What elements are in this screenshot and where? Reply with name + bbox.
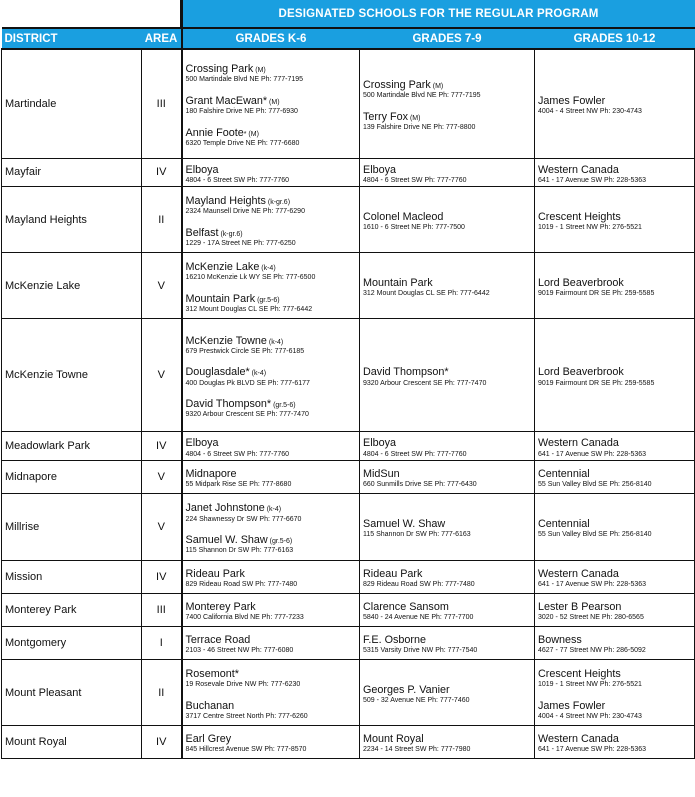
table-row (2, 158, 695, 187)
school-grade-note: (gr.5-6) (255, 296, 280, 304)
school-address: 1019 - 1 Street NW Ph: 276-5521 (538, 224, 642, 232)
area-code: II (142, 187, 182, 253)
school-name: James Fowler (538, 699, 606, 712)
grades-10-12-cell (535, 253, 695, 319)
grades-k6-cell (182, 432, 360, 461)
school-entry (363, 75, 534, 100)
school-address: 139 Falshire Drive NE Ph: 777-8800 (363, 124, 476, 132)
grades-k6-cell (182, 726, 360, 759)
school-name: Rideau Park (363, 568, 423, 581)
school-entry (538, 564, 694, 589)
school-grade-note: (M) (408, 114, 421, 122)
school-address: 845 Hillcrest Avenue SW Ph: 777-8570 (185, 746, 307, 754)
school-name: Buchanan (185, 699, 235, 712)
school-name: Mayland Heights (185, 195, 266, 207)
school-address: 115 Shannon Dr SW Ph: 777-6163 (185, 547, 294, 555)
grades-7-9-cell (360, 253, 535, 319)
school-grade-note: (k-4) (249, 370, 267, 378)
area-code: III (142, 594, 182, 627)
school-entry (538, 160, 694, 185)
school-entry (363, 729, 534, 754)
school-address: 19 Rosevale Drive NW Ph: 777-6230 (185, 681, 301, 689)
school-name: Clarence Sansom (363, 601, 449, 614)
school-entry (186, 630, 360, 655)
school-name: Georges P. Vanier (363, 683, 450, 696)
school-name: Samuel W. Shaw (363, 518, 446, 531)
school-address: 2324 Maunsell Drive NE Ph: 777-6290 (185, 208, 305, 216)
school-entry (186, 664, 360, 689)
school-name: Lester B Pearson (538, 601, 622, 614)
school-address: 500 Martindale Blvd NE Ph: 777-7195 (185, 76, 304, 84)
grades-7-9-cell (360, 561, 535, 594)
school-name: Elboya (185, 437, 219, 450)
grades-k6-cell (182, 461, 360, 494)
school-name: Rosemont* (185, 667, 239, 680)
school-entry (363, 630, 534, 655)
school-name: Rideau Park (185, 568, 245, 581)
school-entry (186, 289, 360, 314)
table-row (2, 627, 695, 660)
school-address: 4004 - 4 Street NW Ph: 230-4743 (538, 108, 642, 116)
grades-10-12-cell (535, 627, 695, 660)
school-address: 4004 - 4 Street NW Ph: 230-4743 (538, 712, 642, 720)
school-entry (186, 223, 360, 248)
school-address: 1610 - 6 Street NE Ph: 777-7500 (363, 224, 465, 232)
school-address: 4804 - 6 Street SW Ph: 777-7760 (185, 450, 290, 458)
school-entry (363, 464, 534, 489)
school-grade-note: (gr.5-6) (267, 538, 293, 546)
school-address: 4627 - 77 Street NW Ph: 286-5092 (538, 647, 646, 655)
school-entry (363, 362, 534, 387)
school-entry (186, 160, 360, 185)
school-entry (538, 514, 694, 539)
school-entry (538, 630, 694, 655)
header-district: DISTRICT (2, 28, 142, 49)
area-code: I (142, 627, 182, 660)
grades-10-12-cell (535, 49, 695, 158)
school-entry (538, 207, 694, 232)
school-entry (186, 729, 360, 754)
school-entry (186, 257, 360, 282)
grades-7-9-cell (360, 627, 535, 660)
school-entry (538, 273, 694, 298)
school-address: 1019 - 1 Street NW Ph: 276-5521 (538, 681, 642, 689)
school-name: Crescent Heights (538, 210, 621, 223)
school-name: Crescent Heights (538, 667, 621, 680)
school-name: McKenzie Lake (185, 261, 260, 273)
school-address: 1229 - 17A Street NE Ph: 777-6250 (185, 240, 296, 248)
school-name: Western Canada (538, 163, 619, 176)
school-address: 641 - 17 Avenue SW Ph: 228-5363 (538, 581, 647, 589)
grades-10-12-cell (535, 494, 695, 561)
school-entry (186, 394, 360, 419)
area-code: III (142, 49, 182, 158)
school-entry (186, 123, 360, 148)
school-name: Lord Beaverbrook (538, 276, 624, 289)
grades-k6-cell (182, 561, 360, 594)
school-address: 500 Martindale Blvd NE Ph: 777-7195 (363, 92, 481, 100)
district-name: McKenzie Lake (2, 253, 142, 319)
table-row (2, 726, 695, 759)
grades-7-9-cell (360, 461, 535, 494)
district-name: Meadowlark Park (2, 432, 142, 461)
grades-k6-cell (182, 660, 360, 726)
grades-7-9-cell (360, 158, 535, 187)
school-entry (186, 498, 360, 523)
district-name: Martindale (2, 49, 142, 158)
school-name: James Fowler (538, 94, 606, 107)
school-grade-note: (M) (430, 82, 444, 90)
school-grade-note: (M) (267, 98, 280, 106)
school-entry (538, 464, 694, 489)
school-address: 9320 Arbour Crescent SE Ph: 777-7470 (185, 411, 309, 419)
school-address: 9019 Fairmount DR SE Ph: 259-5585 (538, 290, 655, 298)
school-name: David Thompson* (363, 366, 449, 379)
school-name: Elboya (363, 437, 397, 450)
school-entry (538, 664, 694, 689)
school-name: Centennial (538, 518, 590, 531)
school-name: Terrace Road (185, 634, 251, 647)
school-entry (363, 207, 534, 232)
grades-7-9-cell (360, 432, 535, 461)
school-name: Annie Foote (185, 126, 244, 139)
school-entry (186, 530, 360, 555)
school-name: Midnapore (185, 468, 237, 481)
table-row (2, 660, 695, 726)
school-name: Western Canada (538, 437, 619, 450)
school-entry (186, 464, 360, 489)
school-name: Terry Fox (363, 110, 408, 123)
table-row (2, 319, 695, 432)
school-entry (363, 433, 534, 458)
area-code: V (142, 319, 182, 432)
school-address: 115 Shannon Dr SW Ph: 777-6163 (363, 531, 471, 539)
school-address: 829 Rideau Road SW Ph: 777-7480 (185, 581, 298, 589)
school-address: 224 Shawnessy Dr SW Ph: 777-6670 (185, 515, 302, 523)
grades-7-9-cell (360, 319, 535, 432)
banner-divider (180, 0, 182, 27)
schools-table (1, 0, 695, 759)
school-name: Douglasdale* (185, 366, 250, 379)
grades-k6-cell (182, 253, 360, 319)
grades-k6-cell (182, 187, 360, 253)
school-address: 641 - 17 Avenue SW Ph: 228-5363 (538, 176, 647, 184)
grades-7-9-cell (360, 49, 535, 158)
school-name: Western Canada (538, 733, 619, 746)
school-entry (186, 331, 360, 356)
school-address: 55 Sun Valley Blvd SE Ph: 256-8140 (538, 481, 652, 489)
grades-7-9-cell (360, 187, 535, 253)
school-name: Crossing Park (185, 63, 254, 76)
school-address: 4804 - 6 Street SW Ph: 777-7760 (363, 450, 467, 458)
area-code: IV (142, 561, 182, 594)
table-row (2, 461, 695, 494)
school-entry (538, 362, 694, 387)
schools-document (1, 0, 694, 759)
grades-k6-cell (182, 627, 360, 660)
schools-table-body (2, 49, 695, 759)
school-name: McKenzie Towne (185, 334, 267, 347)
school-entry (538, 91, 694, 116)
school-name: Lord Beaverbrook (538, 366, 624, 379)
table-row (2, 594, 695, 627)
district-name: Monterey Park (2, 594, 142, 627)
school-address: 5840 - 24 Avenue NE Ph: 777-7700 (363, 614, 474, 622)
school-entry (363, 273, 534, 298)
school-entry (186, 59, 360, 84)
grades-k6-cell (182, 319, 360, 432)
school-address: 641 - 17 Avenue SW Ph: 228-5363 (538, 450, 647, 458)
school-entry (538, 696, 694, 721)
school-name: Grant MacEwan* (185, 94, 268, 107)
school-address: 312 Mount Douglas CL SE Ph: 777-6442 (363, 290, 490, 298)
district-name: Mission (2, 561, 142, 594)
school-name: Mount Royal (363, 733, 424, 746)
school-entry (363, 107, 534, 132)
banner-title: DESIGNATED SCHOOLS FOR THE REGULAR PROGRAM (182, 0, 695, 28)
school-grade-note: (k-gr.6) (265, 199, 291, 206)
school-name: F.E. Osborne (363, 634, 427, 647)
school-address: 4804 - 6 Street SW Ph: 777-7760 (185, 176, 290, 184)
school-address: 641 - 17 Avenue SW Ph: 228-5363 (538, 746, 647, 754)
grades-10-12-cell (535, 594, 695, 627)
area-code: II (142, 660, 182, 726)
school-address: 509 - 32 Avenue NE Ph: 777-7460 (363, 696, 470, 704)
table-row (2, 494, 695, 561)
school-address: 5315 Varsity Drive NW Ph: 777-7540 (363, 647, 478, 655)
table-row (2, 49, 695, 158)
district-name: Mayland Heights (2, 187, 142, 253)
school-name: Colonel Macleod (363, 210, 444, 223)
school-address: 3020 - 52 Street NE Ph: 280-6565 (538, 614, 644, 622)
school-name: Mountain Park (185, 292, 256, 305)
grades-10-12-cell (535, 561, 695, 594)
school-name: Belfast (185, 226, 219, 239)
school-name: Crossing Park (363, 78, 431, 91)
school-address: 180 Falshire Drive NE Ph: 777-6930 (185, 108, 298, 116)
area-code: V (142, 253, 182, 319)
school-name: Mountain Park (363, 276, 433, 289)
school-address: 4804 - 6 Street SW Ph: 777-7760 (363, 176, 467, 184)
school-entry (363, 514, 534, 539)
banner-row (2, 0, 695, 28)
table-row (2, 187, 695, 253)
table-row (2, 432, 695, 461)
grades-k6-cell (182, 494, 360, 561)
school-name: Samuel W. Shaw (185, 534, 268, 547)
school-grade-note: (k-4) (266, 338, 284, 346)
school-address: 16210 McKenzie Lk WY SE Ph: 777-6500 (185, 274, 316, 282)
school-name: Earl Grey (185, 733, 232, 746)
area-code: V (142, 461, 182, 494)
district-name: Montgomery (2, 627, 142, 660)
district-name: Midnapore (2, 461, 142, 494)
school-address: 55 Midpark Rise SE Ph: 777-8680 (185, 481, 292, 489)
district-name: Mount Royal (2, 726, 142, 759)
school-entry (538, 597, 694, 622)
grades-7-9-cell (360, 660, 535, 726)
banner-spacer (2, 0, 182, 28)
school-entry (186, 91, 360, 116)
school-name: Janet Johnstone (185, 502, 265, 515)
grades-7-9-cell (360, 726, 535, 759)
school-entry (363, 160, 534, 185)
area-code: IV (142, 726, 182, 759)
header-grades-7-9: GRADES 7-9 (360, 28, 535, 49)
school-address: 400 Douglas Pk BLVD SE Ph: 777-6177 (185, 379, 310, 387)
school-name: Western Canada (538, 568, 619, 581)
school-address: 3717 Centre Street North Ph: 777-6260 (185, 712, 308, 720)
grades-10-12-cell (535, 660, 695, 726)
district-name: Mount Pleasant (2, 660, 142, 726)
school-name: MidSun (363, 468, 400, 481)
school-grade-note: (gr.5-6) (271, 402, 296, 410)
school-address: 2103 - 46 Street NW Ph: 777-6080 (185, 647, 294, 655)
district-name: Millrise (2, 494, 142, 561)
school-address: 679 Prestwick Circle SE Ph: 777-6185 (185, 347, 305, 355)
school-address: 829 Rideau Road SW Ph: 777-7480 (363, 581, 475, 589)
school-entry (186, 362, 360, 387)
school-address: 55 Sun Valley Blvd SE Ph: 256-8140 (538, 531, 652, 539)
school-name: Elboya (185, 163, 219, 176)
table-row (2, 253, 695, 319)
header-area: AREA (142, 28, 182, 49)
school-address: 9019 Fairmount DR SE Ph: 259-5585 (538, 379, 655, 387)
grades-7-9-cell (360, 494, 535, 561)
school-address: 9320 Arbour Crescent SE Ph: 777-7470 (363, 379, 487, 387)
area-code: V (142, 494, 182, 561)
grades-k6-cell (182, 594, 360, 627)
school-entry (363, 597, 534, 622)
school-address: 6320 Temple Drive NE Ph: 777-6680 (185, 139, 300, 147)
school-grade-note: (k-4) (259, 265, 276, 272)
school-address: 2234 - 14 Street SW Ph: 777-7980 (363, 746, 471, 754)
school-grade-note: (k-gr.6) (218, 230, 243, 238)
grades-10-12-cell (535, 158, 695, 187)
grades-7-9-cell (360, 594, 535, 627)
area-code: IV (142, 432, 182, 461)
grades-10-12-cell (535, 726, 695, 759)
district-name: Mayfair (2, 158, 142, 187)
grades-k6-cell (182, 158, 360, 187)
school-name: Centennial (538, 468, 590, 481)
area-code: IV (142, 158, 182, 187)
header-row (2, 28, 695, 49)
grades-10-12-cell (535, 187, 695, 253)
header-grades-10-12: GRADES 10-12 (535, 28, 695, 49)
table-row (2, 561, 695, 594)
school-entry (363, 564, 534, 589)
school-name: Bowness (538, 634, 582, 647)
grades-10-12-cell (535, 432, 695, 461)
school-entry (186, 191, 360, 216)
school-address: 312 Mount Douglas CL SE Ph: 777-6442 (185, 306, 313, 314)
district-name: McKenzie Towne (2, 319, 142, 432)
school-entry (186, 696, 360, 721)
grades-k6-cell (182, 49, 360, 158)
school-grade-note: (k-4) (264, 506, 282, 514)
school-name: Elboya (363, 163, 397, 176)
school-name: Monterey Park (185, 601, 256, 614)
grades-10-12-cell (535, 319, 695, 432)
school-entry (186, 597, 360, 622)
school-entry (363, 680, 534, 705)
school-grade-note: * (M) (243, 130, 259, 138)
school-name: David Thompson* (185, 398, 272, 411)
school-address: 660 Sunmills Drive SE Ph: 777-6430 (363, 481, 477, 489)
grades-10-12-cell (535, 461, 695, 494)
school-entry (538, 433, 694, 458)
school-entry (538, 729, 694, 754)
school-entry (186, 433, 360, 458)
school-entry (186, 564, 360, 589)
school-grade-note: (M) (253, 67, 266, 75)
header-grades-k6: GRADES K-6 (182, 28, 360, 49)
school-address: 7400 California Blvd NE Ph: 777-7233 (185, 614, 304, 622)
